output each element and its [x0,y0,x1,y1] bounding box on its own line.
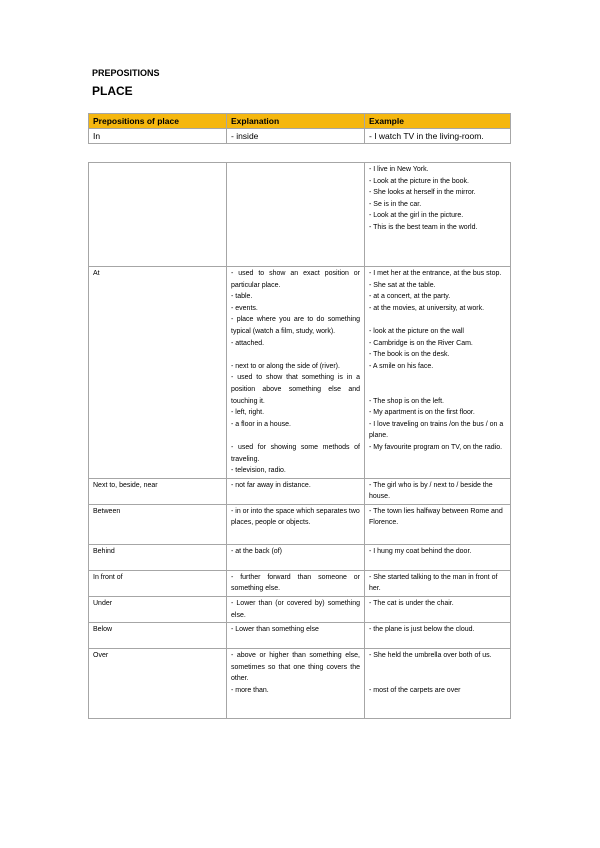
column-header-preposition: Prepositions of place [89,114,227,129]
spacer [369,314,506,326]
example-line: - A smile on his face. [369,362,434,370]
example-line: - Look at the girl in the picture. [369,212,464,220]
preposition-cell: Over [89,649,227,719]
preposition-cell: Next to, beside, near [89,478,227,504]
example-cell: - She started talking to the man in front of her. [365,570,511,596]
example-line: - The book is on the desk. [369,351,450,359]
explanation-cell: - at the back (of) [227,544,365,570]
example-line: - I love traveling on trains /on the bus / on a plane. [369,420,504,440]
table-row [89,623,511,649]
spacer [369,673,506,685]
example-line: - My favourite program on TV, on the radio. [369,443,503,451]
section-label: PREPOSITIONS [92,68,160,78]
explanation-line: - attached. [231,339,265,347]
example-line: - Cambridge is on the River Cam. [369,339,473,347]
page-title: PLACE [92,84,133,98]
preposition-cell: At [89,267,227,479]
table-row [89,163,511,267]
example-line: - I met her at the entrance, at the bus stop. [369,270,502,277]
example-cell: - I watch TV in the living-room. [365,129,511,144]
example-cell [365,163,511,267]
preposition-cell: In front of [89,570,227,596]
table-row [89,504,511,544]
table-row [89,544,511,570]
table-row [89,649,511,719]
explanation-cell: - Lower than something else [227,623,365,649]
preposition-cell: Behind [89,544,227,570]
preposition-cell: Between [89,504,227,544]
explanation-line: - place where you are to do something typical (watch a film, study, work). [231,316,360,335]
example-cell: - The town lies halfway between Rome and Florence. [365,504,511,544]
explanation-line: - above or higher than something else, sometimes so that one thing covers the other. [231,652,360,683]
explanation-line: - used for showing some methods of traveling. [231,443,360,463]
example-cell: - The girl who is by / next to / beside the house. [365,478,511,504]
spacer [369,662,506,674]
explanation-line: - events. [231,304,258,312]
preposition-cell: In [89,129,227,144]
explanation-cell: - Lower than (or covered by) something else. [227,597,365,623]
example-cell [365,267,511,479]
explanation-cell: - not far away in distance. [227,478,365,504]
explanation-cell [227,649,365,719]
table-row [89,129,511,144]
example-line: - most of the carpets are over [369,687,461,695]
example-line: - She sat at the table. [369,281,436,289]
explanation-cell [227,267,365,479]
preposition-cell [89,163,227,267]
example-cell [365,649,511,719]
explanation-cell: - in or into the space which separates two places, people or objects. [227,504,365,544]
table-row [89,478,511,504]
explanation-cell: - inside [227,129,365,144]
preposition-cell: Below [89,623,227,649]
example-cell: - I hung my coat behind the door. [365,544,511,570]
explanation-line: - next to or along the side of (river). [231,362,340,370]
explanation-line: - left, right. [231,409,265,417]
spacer [369,384,506,396]
example-line: - Se is in the car. [369,200,422,208]
explanation-line: - more than. [231,687,269,695]
spacer [231,349,360,361]
spacer [231,430,360,442]
example-cell: - the plane is just below the cloud. [365,623,511,649]
example-line: - at the movies, at university, at work. [369,304,485,312]
preposition-cell: Under [89,597,227,623]
table-row [89,597,511,623]
explanation-line: - used to show an exact position or particular place. [231,270,360,289]
explanation-line: - used to show that something is in a position above something else and touching it. [231,374,360,405]
example-line: - She held the umbrella over both of us. [369,652,492,660]
explanation-line: - table. [231,293,253,301]
example-line: - This is the best team in the world. [369,223,478,231]
example-line: - The shop is on the left. [369,397,444,405]
explanation-cell: - further forward than someone or something else. [227,570,365,596]
table-row [89,570,511,596]
prepositions-table [88,162,511,719]
example-line: - Look at the picture in the book. [369,177,470,185]
example-line: - I live in New York. [369,166,429,173]
explanation-line: - television, radio. [231,467,286,475]
example-line: - She looks at herself in the mirror. [369,189,476,197]
example-line: - My apartment is on the first floor. [369,409,475,417]
table-header-row [89,114,511,129]
explanation-line: - a floor in a house. [231,420,291,428]
column-header-example: Example [365,114,511,129]
explanation-cell [227,163,365,267]
header-table [88,113,511,144]
spacer [369,372,506,384]
example-cell: - The cat is under the chair. [365,597,511,623]
example-line: - look at the picture on the wall [369,327,464,335]
column-header-explanation: Explanation [227,114,365,129]
example-line: - at a concert, at the party. [369,293,451,301]
table-row [89,267,511,479]
